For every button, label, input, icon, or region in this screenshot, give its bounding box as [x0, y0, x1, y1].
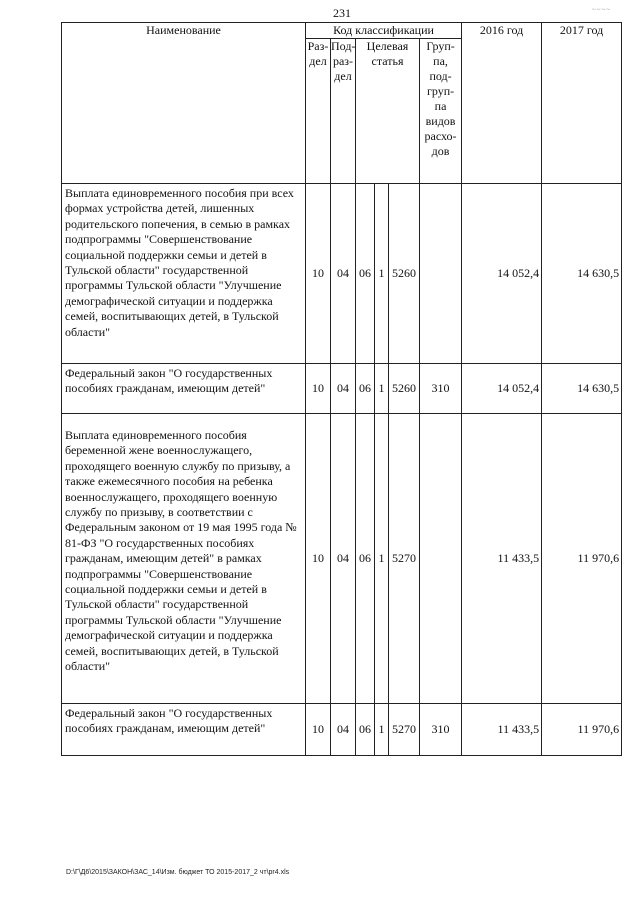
- row-value-2017: 14 630,5: [542, 184, 622, 364]
- header-subsection-line: дел: [334, 69, 352, 83]
- header-group-line: Груп-: [426, 39, 455, 53]
- row-subsection: 04: [331, 704, 356, 756]
- row-target-subprogram: 1: [375, 184, 389, 364]
- row-section: 10: [306, 414, 331, 704]
- row-value-2016: 14 052,4: [462, 364, 542, 414]
- row-value-2017: 11 970,6: [542, 704, 622, 756]
- row-target-direction: 5260: [389, 184, 420, 364]
- row-group: [420, 184, 462, 364]
- row-subsection: 04: [331, 184, 356, 364]
- header-group-line: дов: [431, 144, 450, 158]
- header-target-line: статья: [371, 54, 404, 68]
- table-row: [62, 364, 622, 414]
- row-group: 310: [420, 364, 462, 414]
- header-subsection-line: Под-: [331, 39, 356, 53]
- header-section: [306, 39, 331, 184]
- header-subsection-line: раз-: [332, 54, 354, 68]
- header-target-article: [356, 39, 420, 184]
- row-name: Федеральный закон "О государственных пособиях гражданам, имеющим детей": [62, 704, 306, 756]
- row-subsection: 04: [331, 364, 356, 414]
- corner-mark: ~~~~: [592, 6, 612, 14]
- row-target-program: 06: [356, 414, 375, 704]
- row-target-subprogram: 1: [375, 414, 389, 704]
- header-classification: Код классификации: [306, 23, 462, 39]
- table-row: [62, 704, 622, 756]
- header-subsection: [331, 39, 356, 184]
- row-target-program: 06: [356, 704, 375, 756]
- page-number: 231: [333, 6, 351, 20]
- row-target-program: 06: [356, 364, 375, 414]
- header-group: [420, 39, 462, 184]
- row-group: [420, 414, 462, 704]
- row-name: Федеральный закон "О государственных пособиях гражданам, имеющим детей": [62, 364, 306, 414]
- row-value-2016: 11 433,5: [462, 704, 542, 756]
- row-target-subprogram: 1: [375, 704, 389, 756]
- row-target-direction: 5260: [389, 364, 420, 414]
- row-value-2016: 14 052,4: [462, 184, 542, 364]
- row-section: 10: [306, 704, 331, 756]
- header-group-line: па,: [433, 54, 448, 68]
- header-group-line: груп-: [426, 84, 455, 98]
- table-row: [62, 414, 622, 704]
- header-section-line: Раз-: [307, 39, 329, 53]
- row-target-direction: 5270: [389, 414, 420, 704]
- table-row: [62, 184, 622, 364]
- row-subsection: 04: [331, 414, 356, 704]
- file-path-footer: D:\Г\Д6\2015\ЗАКОН\ЗАС_14\Изм. бюджет ТО 2015-2017_2 чт\рr4.xls: [66, 869, 290, 876]
- header-section-line: дел: [309, 54, 327, 68]
- row-target-subprogram: 1: [375, 364, 389, 414]
- row-target-program: 06: [356, 184, 375, 364]
- row-value-2017: 14 630,5: [542, 364, 622, 414]
- row-value-2016: 11 433,5: [462, 414, 542, 704]
- row-target-direction: 5270: [389, 704, 420, 756]
- row-section: 10: [306, 364, 331, 414]
- header-year-2017: 2017 год: [542, 23, 622, 184]
- header-group-line: расхо-: [424, 129, 457, 143]
- header-year-2016: 2016 год: [462, 23, 542, 184]
- row-name: Выплата единовременного пособия при всех формах устройства детей, лишенных родительского попечения, в семью в рамках подпрограммы "Совершенствование социальной поддержки семьи и детей в Тульской области" государственной программы Тульской области "Улучшение демографической ситуации и поддержка семей, воспитывающих детей, в Тульской области": [62, 184, 306, 364]
- row-section: 10: [306, 184, 331, 364]
- header-group-line: па: [434, 99, 447, 113]
- row-value-2017: 11 970,6: [542, 414, 622, 704]
- header-group-line: под-: [429, 69, 452, 83]
- row-name: Выплата единовременного пособия беременной жене военнослужащего, проходящего военную службу по призыву, а также ежемесячного пособия на ребенка военнослужащего, проходящего военную службу по призыву, в соответствии с Федеральным законом от 19 мая 1995 года № 81-ФЗ "О государственных пособиях гражданам, имеющим детей" в рамках подпрограммы "Совершенствование социальной поддержки семьи и детей в Тульской области" государственной программы Тульской области "Улучшение демографической ситуации и поддержка семей, воспитывающих детей, в Тульской области": [62, 414, 306, 704]
- header-group-line: видов: [425, 114, 456, 128]
- header-target-line: Целевая: [366, 39, 409, 53]
- header-name: Наименование: [62, 23, 306, 184]
- budget-table: [61, 22, 622, 756]
- row-group: 310: [420, 704, 462, 756]
